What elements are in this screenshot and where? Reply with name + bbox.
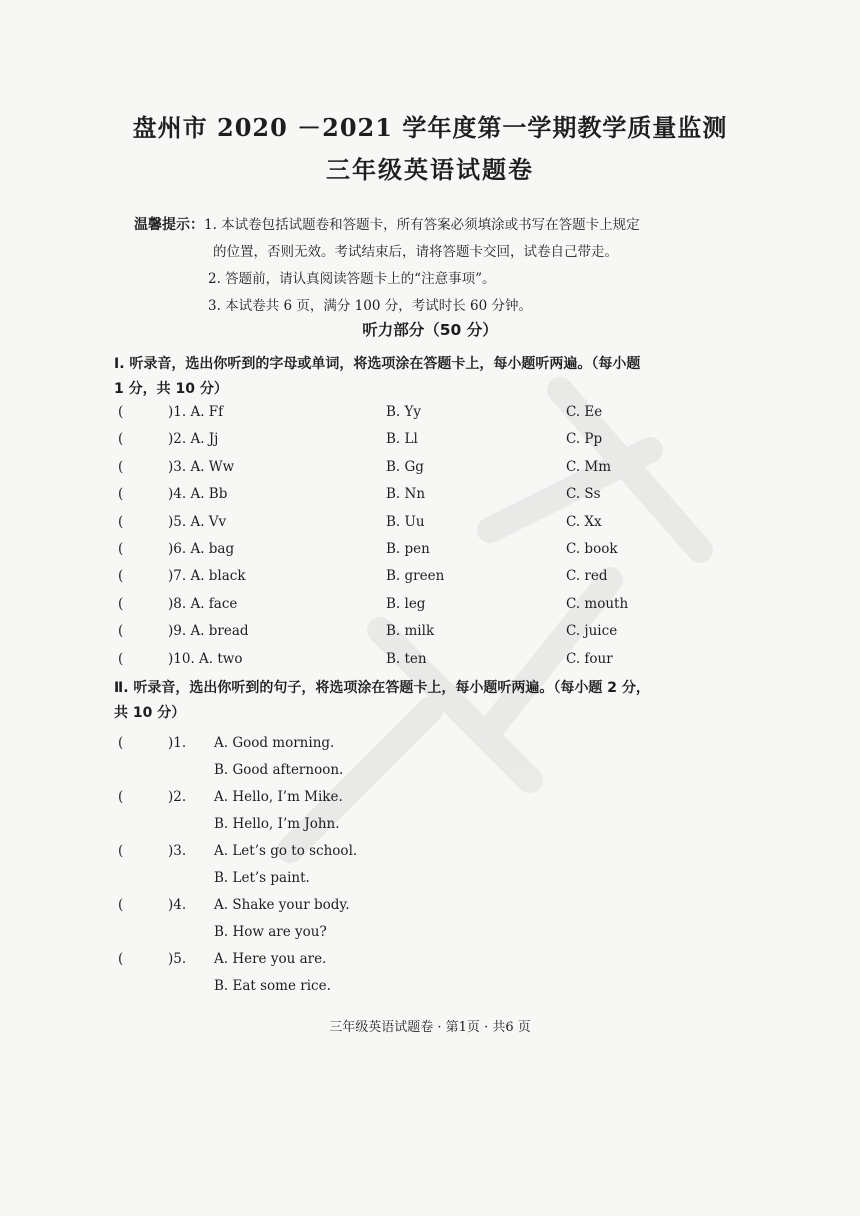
notice-line-1	[134, 212, 640, 239]
page-footer: 三年级英语试题卷 · 第1页 · 共6 页	[329, 1020, 531, 1035]
part2-instruction	[114, 676, 764, 726]
option-a: )5. A. Vv	[168, 513, 227, 530]
option-b: B. Nn	[386, 486, 426, 503]
option-b: B. Good afternoon.	[214, 762, 344, 778]
sentence-question	[118, 784, 618, 838]
option-a: A. Let’s go to school.	[214, 843, 358, 859]
option-c: C. Ee	[566, 404, 603, 420]
option-a: A. Good morning.	[214, 735, 335, 751]
option-a: )7. A. black	[168, 568, 246, 585]
sentence-question	[118, 946, 618, 1000]
option-a: )6. A. bag	[168, 541, 235, 557]
option-b: B. Gg	[386, 458, 424, 475]
option-c: C. mouth	[566, 595, 629, 612]
question-row	[118, 404, 738, 430]
notice-line-2: 2. 答题前，请认真阅读答题卡上的“注意事项”。	[208, 271, 496, 287]
question-row	[118, 514, 738, 540]
answer-paren[interactable]: (	[118, 541, 124, 557]
question-row	[118, 431, 738, 457]
question-row	[118, 568, 738, 594]
answer-paren[interactable]: (	[118, 431, 124, 448]
question-row	[118, 596, 738, 622]
option-c: C. Pp	[566, 431, 603, 448]
option-b: B. pen	[386, 541, 430, 557]
option-b: B. Yy	[386, 404, 422, 420]
option-b: B. Let’s paint.	[214, 870, 310, 886]
question-row	[118, 651, 738, 677]
question-number: )2.	[168, 789, 187, 805]
option-a: )1. A. Ff	[168, 404, 224, 420]
option-c: C. red	[566, 568, 608, 585]
option-b: B. milk	[386, 623, 435, 640]
answer-paren[interactable]: (	[118, 897, 124, 913]
question-number: )5.	[168, 951, 187, 967]
answer-paren[interactable]: (	[118, 458, 124, 475]
notice-line-1b: 的位置，否则无效。考试结束后，请将答题卡交回，试卷自己带走。	[213, 244, 618, 260]
answer-paren[interactable]: (	[118, 486, 124, 503]
answer-paren[interactable]: (	[118, 513, 124, 530]
question-row	[118, 486, 738, 512]
option-b: B. Eat some rice.	[214, 978, 331, 994]
exam-subtitle: 三年级英语试题卷	[326, 155, 534, 184]
answer-paren[interactable]: (	[118, 568, 124, 585]
option-a: A. Hello, I’m Mike.	[214, 789, 343, 805]
question-row	[118, 459, 738, 485]
question-row	[118, 623, 738, 649]
option-a: )9. A. bread	[168, 623, 249, 640]
section-title: 听力部分（50 分）	[362, 321, 498, 339]
answer-paren[interactable]: (	[118, 404, 124, 420]
option-a: )4. A. Bb	[168, 486, 228, 503]
question-row	[118, 541, 738, 567]
notice-text-1: 1. 本试卷包括试题卷和答题卡，所有答案必须填涂或书写在答题卡上规定	[204, 217, 640, 233]
option-b: B. green	[386, 568, 445, 585]
option-c: C. juice	[566, 623, 618, 640]
sentence-question	[118, 892, 618, 946]
option-c: C. book	[566, 541, 618, 557]
option-a: )10. A. two	[168, 650, 243, 667]
answer-paren[interactable]: (	[118, 951, 124, 967]
notice-block	[134, 212, 640, 320]
option-c: C. Ss	[566, 486, 601, 503]
option-a: )8. A. face	[168, 595, 238, 612]
question-number: )3.	[168, 843, 187, 859]
option-b: B. ten	[386, 650, 427, 667]
answer-paren[interactable]: (	[118, 623, 124, 640]
question-number: )1.	[168, 735, 187, 751]
answer-paren[interactable]: (	[118, 595, 124, 612]
part1-instruction-line1: Ⅰ. 听录音，选出你听到的字母或单词，将选项涂在答题卡上，每小题听两遍。（每小题	[114, 356, 641, 372]
option-b: B. Ll	[386, 431, 418, 448]
option-a: )3. A. Ww	[168, 458, 235, 475]
option-c: C. Mm	[566, 458, 612, 475]
notice-label: 温馨提示：	[134, 217, 204, 233]
notice-line-3: 3. 本试卷共 6 页，满分 100 分，考试时长 60 分钟。	[208, 298, 532, 314]
option-a: A. Shake your body.	[214, 897, 350, 913]
option-c: C. four	[566, 650, 613, 667]
answer-paren[interactable]: (	[118, 789, 124, 805]
option-b: B. Hello, I’m John.	[214, 816, 340, 832]
question-number: )4.	[168, 897, 187, 913]
answer-paren[interactable]: (	[118, 843, 124, 859]
option-b: B. How are you?	[214, 924, 327, 940]
sentence-question	[118, 730, 618, 784]
option-b: B. Uu	[386, 513, 425, 530]
option-c: C. Xx	[566, 513, 602, 530]
option-b: B. leg	[386, 595, 426, 612]
part2-instruction-line1: Ⅱ. 听录音，选出你听到的句子，将选项涂在答题卡上，每小题听两遍。（每小题 2 分，	[114, 680, 650, 696]
part1-instruction-line2: 1 分，共 10 分）	[114, 381, 228, 397]
part1-instruction	[114, 352, 764, 402]
part2-instruction-line2: 共 10 分）	[114, 705, 186, 721]
sentence-question	[118, 838, 618, 892]
option-a: A. Here you are.	[214, 951, 327, 967]
answer-paren[interactable]: (	[118, 735, 124, 751]
exam-title: 盘州市 2020 －2021 学年度第一学期教学质量监测	[132, 113, 728, 142]
answer-paren[interactable]: (	[118, 650, 124, 667]
option-a: )2. A. Jj	[168, 431, 219, 448]
